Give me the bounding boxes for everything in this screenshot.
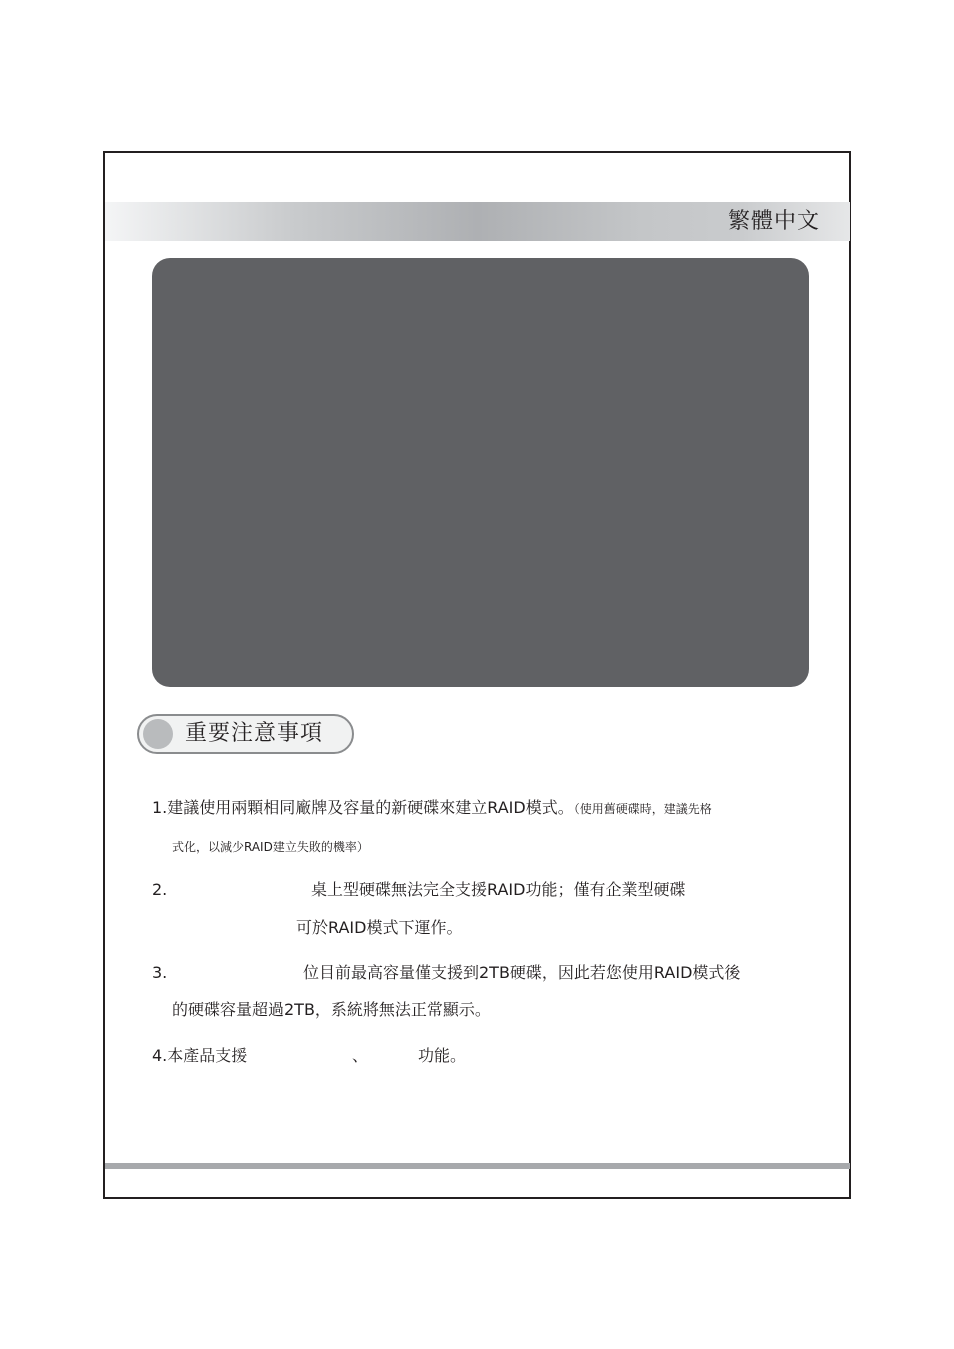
note-3-number: 3.: [152, 963, 168, 982]
note-2-line-1: 桌上型硬碟無法完全支援RAID功能；僅有企業型硬碟: [311, 880, 686, 899]
footer-rule: [105, 1163, 850, 1169]
language-header-band: [105, 202, 850, 241]
note-4-prefix: 4.本產品支援: [152, 1046, 248, 1065]
section-title: 重要注意事項: [185, 721, 324, 746]
product-image-area: [152, 258, 809, 687]
note-1-line-2: 式化，以減少RAID建立失敗的機率）: [172, 840, 369, 854]
note-2-number: 2.: [152, 880, 168, 899]
note-3-line-2: 的硬碟容量超過2TB，系統將無法正常顯示。: [172, 1000, 491, 1019]
note-4-suffix: 功能。: [418, 1046, 467, 1065]
section-title-badge: [137, 714, 354, 754]
note-1-main-text: 1.建議使用兩顆相同廠牌及容量的新硬碟來建立RAID模式。: [152, 798, 574, 817]
note-2-line-2: 可於RAID模式下運作。: [296, 918, 463, 937]
note-1-aside-text: （使用舊硬碟時，建議先格: [573, 802, 712, 816]
note-3-line-1: 位目前最高容量僅支援到2TB硬碟，因此若您使用RAID模式後: [303, 963, 741, 982]
note-4-separator: 、: [352, 1046, 369, 1065]
language-label: 繁體中文: [727, 209, 820, 234]
note-1-line-1: [152, 798, 712, 819]
bullet-dot-icon: [143, 719, 173, 749]
